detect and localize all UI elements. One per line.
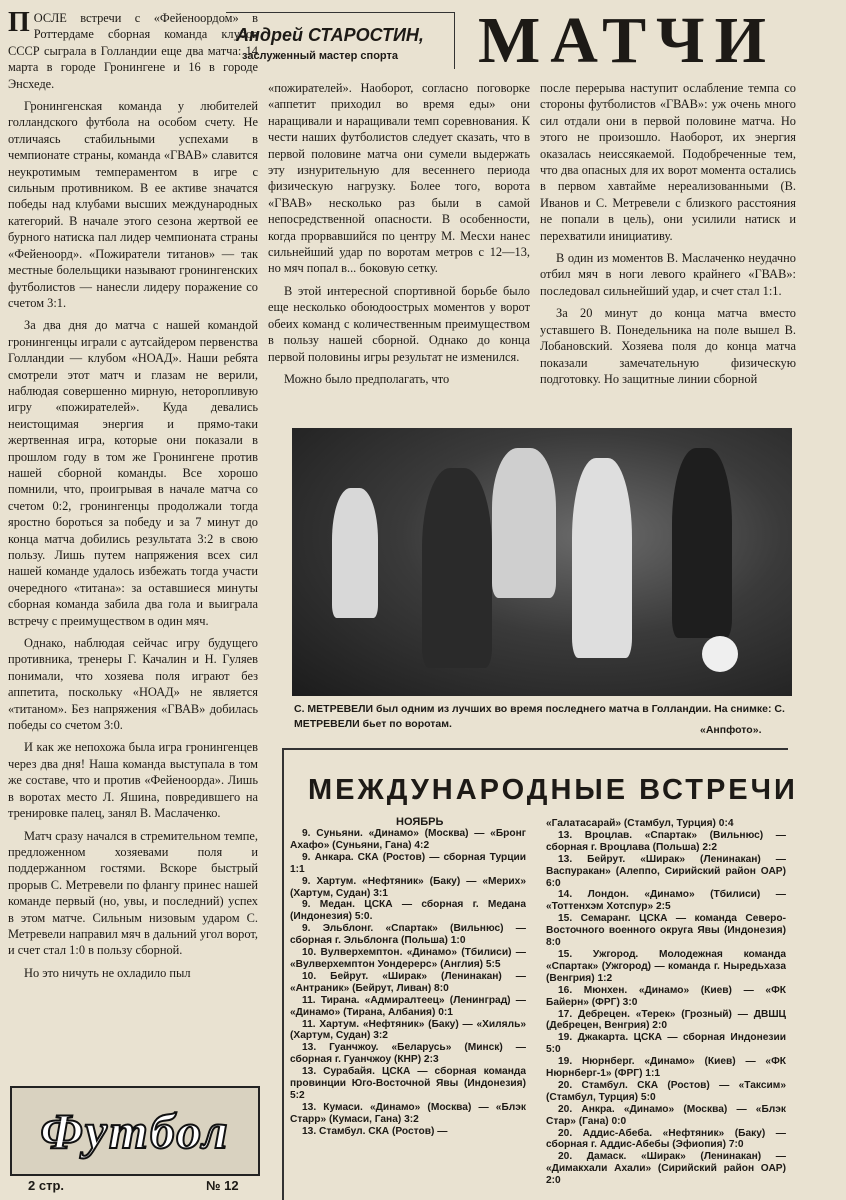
article-paragraph: В один из моментов В. Маслаченко неудачно отбил мяч в ноги левого крайнего «ГВАВ»: последовал сильнейший удар, и счет стал 1:1. <box>540 251 796 298</box>
result-item: «Галатасарай» (Стамбул, Турция) 0:4 <box>546 818 734 829</box>
article-paragraph: «пожирателей». Наоборот, согласно поговорке «аппетит приходил во время еды» они наращивали и наращивали темп соревнования. К чести наших футболистов следует сказать, что в первой половине матча они сумели выдержать эту изнурительную для весеннего периода физическую нагрузку. Более того, ворота «ГВАВ» несколько раз были в самой непосредственной опасности. В особенности, когда прорвавшийся по центру М. Месхи нанес сильнейший удар по воротам метров с 12—13, но мяч попал в... боковую сетку. <box>268 81 530 276</box>
player-figure <box>332 488 378 618</box>
result-item: 20. Аддис-Абеба. «Нефтяник» (Баку) — сборная г. Аддис-Абебы (Эфиопия) 7:0 <box>546 1127 786 1151</box>
article-paragraph: после перерыва наступит ослабление темпа со стороны футболистов «ГВАВ»: уж очень много сил отдали они в первой половине матча. Но этого не произошло. Наоборот, их энергия оказалась неиссякаемой. Подобреченные тем, что два опасных для их ворот момента остались в первом хавтайме нереализованными (В. Иванов и С. Метревели с близкого расстояния не попали в цель), они усилили натиск и перехватили инициативу. <box>540 81 796 243</box>
article-paragraph: За 20 минут до конца матча вместо уставшего В. Понедельника на поле вышел В. Лобановский. Хозяева поля до конца матча показали замечательную физическую подготовку. Но защитные линии сборной <box>540 306 796 386</box>
results-list-right <box>546 818 786 1200</box>
result-item: 19. Нюрнберг. «Динамо» (Киев) — «ФК Нюрнберг-1» (ФРГ) 1:1 <box>546 1056 786 1080</box>
player-figure <box>492 448 556 598</box>
author-name: Андрей СТАРОСТИН, <box>236 25 424 45</box>
article-paragraph: Матч сразу начался в стремительном темпе, предложенном хозяевами поля и поддержанном гостями. Вскоре быстрый прорыв С. Метревели по флангу принес нашей команде первый (но, увы, и последний) успех в этом матче. Сильным низовым ударом С. Метревели направил мяч в дальний угол ворот, и счет стал 1:0 в пользу сборной. <box>8 828 258 958</box>
result-item: 9. Суньяни. «Динамо» (Москва) — «Бронг Ахафо» (Суньяни, Гана) 4:2 <box>290 828 526 851</box>
result-item: 9. Анкара. СКА (Ростов) — сборная Турции 1:1 <box>290 851 526 875</box>
result-item: 20. Дамаск. «Ширак» (Ленинакан) — «Димакхали Ахали» (Сирийский район ОАР) 2:0 <box>546 1151 786 1187</box>
article-column-1 <box>8 10 258 1070</box>
article-column-2 <box>268 80 530 410</box>
match-photo <box>292 428 792 696</box>
article-column-3 <box>540 80 796 410</box>
article-paragraph: Однако, наблюдая сейчас игру будущего противника, тренеры Г. Качалин и Н. Гуляев понимали, что хозяева поля играют без аппетита, поскольку «НОАД» не является «титаном». Без напряжения «ГВАВ» добилась победы со счетом 3:0. <box>8 636 258 733</box>
result-item: 11. Хартум. «Нефтяник» (Баку) — «Хиляль» (Хартум, Судан) 3:2 <box>290 1018 526 1042</box>
player-figure <box>572 458 632 658</box>
result-item: 9. Медан. ЦСКА — сборная г. Медана (Индонезия) 5:0. <box>290 899 526 923</box>
result-item: 9. Эльблонг. «Спартак» (Вильнюс) — сборная г. Эльблонга (Польша) 1:0 <box>290 923 526 947</box>
results-list-left <box>290 828 526 1200</box>
logo-text: Футбол <box>40 1103 230 1159</box>
page-number: 2 стр. <box>28 1178 64 1193</box>
result-item: 13. Гуанчжоу. «Беларусь» (Минск) — сборная г. Гуанчжоу (КНР) 2:3 <box>290 1042 526 1066</box>
result-item: 15. Ужгород. Молодежная команда «Спартак» (Ужгород) — команда г. Ныредьхаза (Венгрия) 1:2 <box>546 948 786 984</box>
article-paragraph: В этой интересной спортивной борьбе было еще несколько обоюдоострых моментов у ворот обеих команд с количественным преимуществом в пользу нашей сборной. Однако до конца первой половины игры результат не изменился. <box>268 283 530 364</box>
article-paragraph: И как же непохожа была игра гронингенцев через два дня! Наша команда выступала в том же составе, что и против «Фейеноорда». Лишь в воротах место Л. Яшина, повредившего на тренировке палец, занял В. Маслаченко. <box>8 740 258 821</box>
player-figure <box>422 468 492 668</box>
article-paragraph: Но это ничуть не охладило пыл <box>24 965 191 980</box>
result-item: 17. Дебрецен. «Терек» (Грозный) — ДВШЦ (Дебрецен, Венгрия) 2:0 <box>546 1008 786 1032</box>
result-item: 13. Вроцлав. «Спартак» (Вильнюс) — сборная г. Вроцлава (Польша) 2:2 <box>546 829 786 853</box>
result-item: 14. Лондон. «Динамо» (Тбилиси) — «Тоттенхэм Хотспур» 2:5 <box>546 889 786 913</box>
article-paragraph: Можно было предполагать, что <box>284 371 450 386</box>
ball <box>702 636 738 672</box>
result-item: 13. Кумаси. «Динамо» (Москва) — «Блэк Старр» (Кумаси, Гана) 3:2 <box>290 1101 526 1125</box>
result-item: 11. Тирана. «Адмиралтеец» (Ленинград) — «Динамо» (Тирана, Албания) 0:1 <box>290 994 526 1018</box>
author-title: заслуженный мастер спорта <box>242 50 398 62</box>
result-item: 20. Стамбул. СКА (Ростов) — «Таксим» (Стамбул, Турция) 5:0 <box>546 1079 786 1103</box>
photo-credit: «Анпфото». <box>700 724 762 736</box>
result-item: 13. Стамбул. СКА (Ростов) — <box>302 1125 448 1137</box>
article-paragraph: За два дня до матча с нашей командой гронингенцы играли с аутсайдером первенства Голландии — клубом «НОАД». Наши ребята смотрели этот матч и глазам не верили, наблюдая совершенно мирную, неторопливую игру «пожирателей». Куда девались неистощимая энергия и прямо-таки жертвенная игра, которые они показали в прошлом году в том же Гронингене против нашей сборной команды. Все хорошо помнили, что, проигрывая в начале матча со счетом 0:2, гронингенцы продолжали тогда яростно бороться за победу и за 7 минут до конца матча добились результата 3:2 в свою пользу. Лишь путем напряжения всех сил нашей команде удалось избежать тогда участи очередного «титана»: за оставшиеся минуты сборная команда забила два гола и выиграла встречу с преимуществом в один мяч. <box>8 318 258 628</box>
result-item: 10. Вулверхемптон. «Динамо» (Тбилиси) — «Вулверхемптон Уондерерс» (Англия) 5:5 <box>290 947 526 970</box>
issue-number: № 12 <box>206 1178 239 1193</box>
result-item: 20. Анкра. «Динамо» (Москва) — «Блэк Стар» (Гана) 0:0 <box>546 1103 786 1127</box>
result-item: 15. Семаранг. ЦСКА — команда Северо-Восточного военного округа Явы (Индонезия) 8:0 <box>546 913 786 949</box>
result-item: 16. Мюнхен. «Динамо» (Киев) — «ФК Байерн» (ФРГ) 3:0 <box>546 984 786 1008</box>
month-label: НОЯБРЬ <box>396 816 444 828</box>
box-title: МЕЖДУНАРОДНЫЕ ВСТРЕЧИ <box>308 774 798 806</box>
player-figure <box>672 448 732 638</box>
photo-caption: С. МЕТРЕВЕЛИ был одним из лучших во время последнего матча в Голландии. На снимке: С. МЕТРЕВЕЛИ бьет по воротам. <box>294 703 785 730</box>
result-item: 19. Джакарта. ЦСКА — сборная Индонезии 5:0 <box>546 1032 786 1056</box>
article-headline: МАТЧИ <box>478 4 776 77</box>
result-item: 9. Хартум. «Нефтяник» (Баку) — «Мерих» (Хартум, Судан) 3:1 <box>290 875 526 899</box>
result-item: 13. Бейрут. «Ширак» (Ленинакан) — Васпуракан» (Алеппо, Сирийский район ОАР) 6:0 <box>546 853 786 889</box>
result-item: 13. Сурабайя. ЦСКА — сборная команда провинции Юго-Восточной Явы (Индонезия) 5:2 <box>290 1066 526 1101</box>
international-matches-box <box>282 748 798 1200</box>
result-item: 10. Бейрут. «Ширак» (Ленинакан) — «Антраник» (Бейрут, Ливан) 8:0 <box>290 970 526 994</box>
football-logo <box>10 1086 260 1176</box>
article-paragraph: ПОСЛЕ встречи с «Фейеноордом» в Роттердаме сборная команда клубов СССР сыграла в Голландии еще два матча: 14 марта в городе Гронингене и 16 в городе Энсхеде. <box>8 10 258 91</box>
article-paragraph: Гронингенская команда у любителей голландского футбола на особом счету. Не отличаясь стабильными успехами в чемпионате страны, команда «ГВАВ» славится неукротимым темпераментом в игре с сильным противником. В ее активе значатся победы над клубами высших международных категорий. В начале этого сезона жертвой ее бурного натиска пал лидер чемпионата страны «Фейеноорд». «Пожиратели титанов» — так местные болельщики называют гронингенских футболистов — нанесли лидеру поражение со счетом 3:1. <box>8 99 258 310</box>
author-byline <box>226 12 455 69</box>
